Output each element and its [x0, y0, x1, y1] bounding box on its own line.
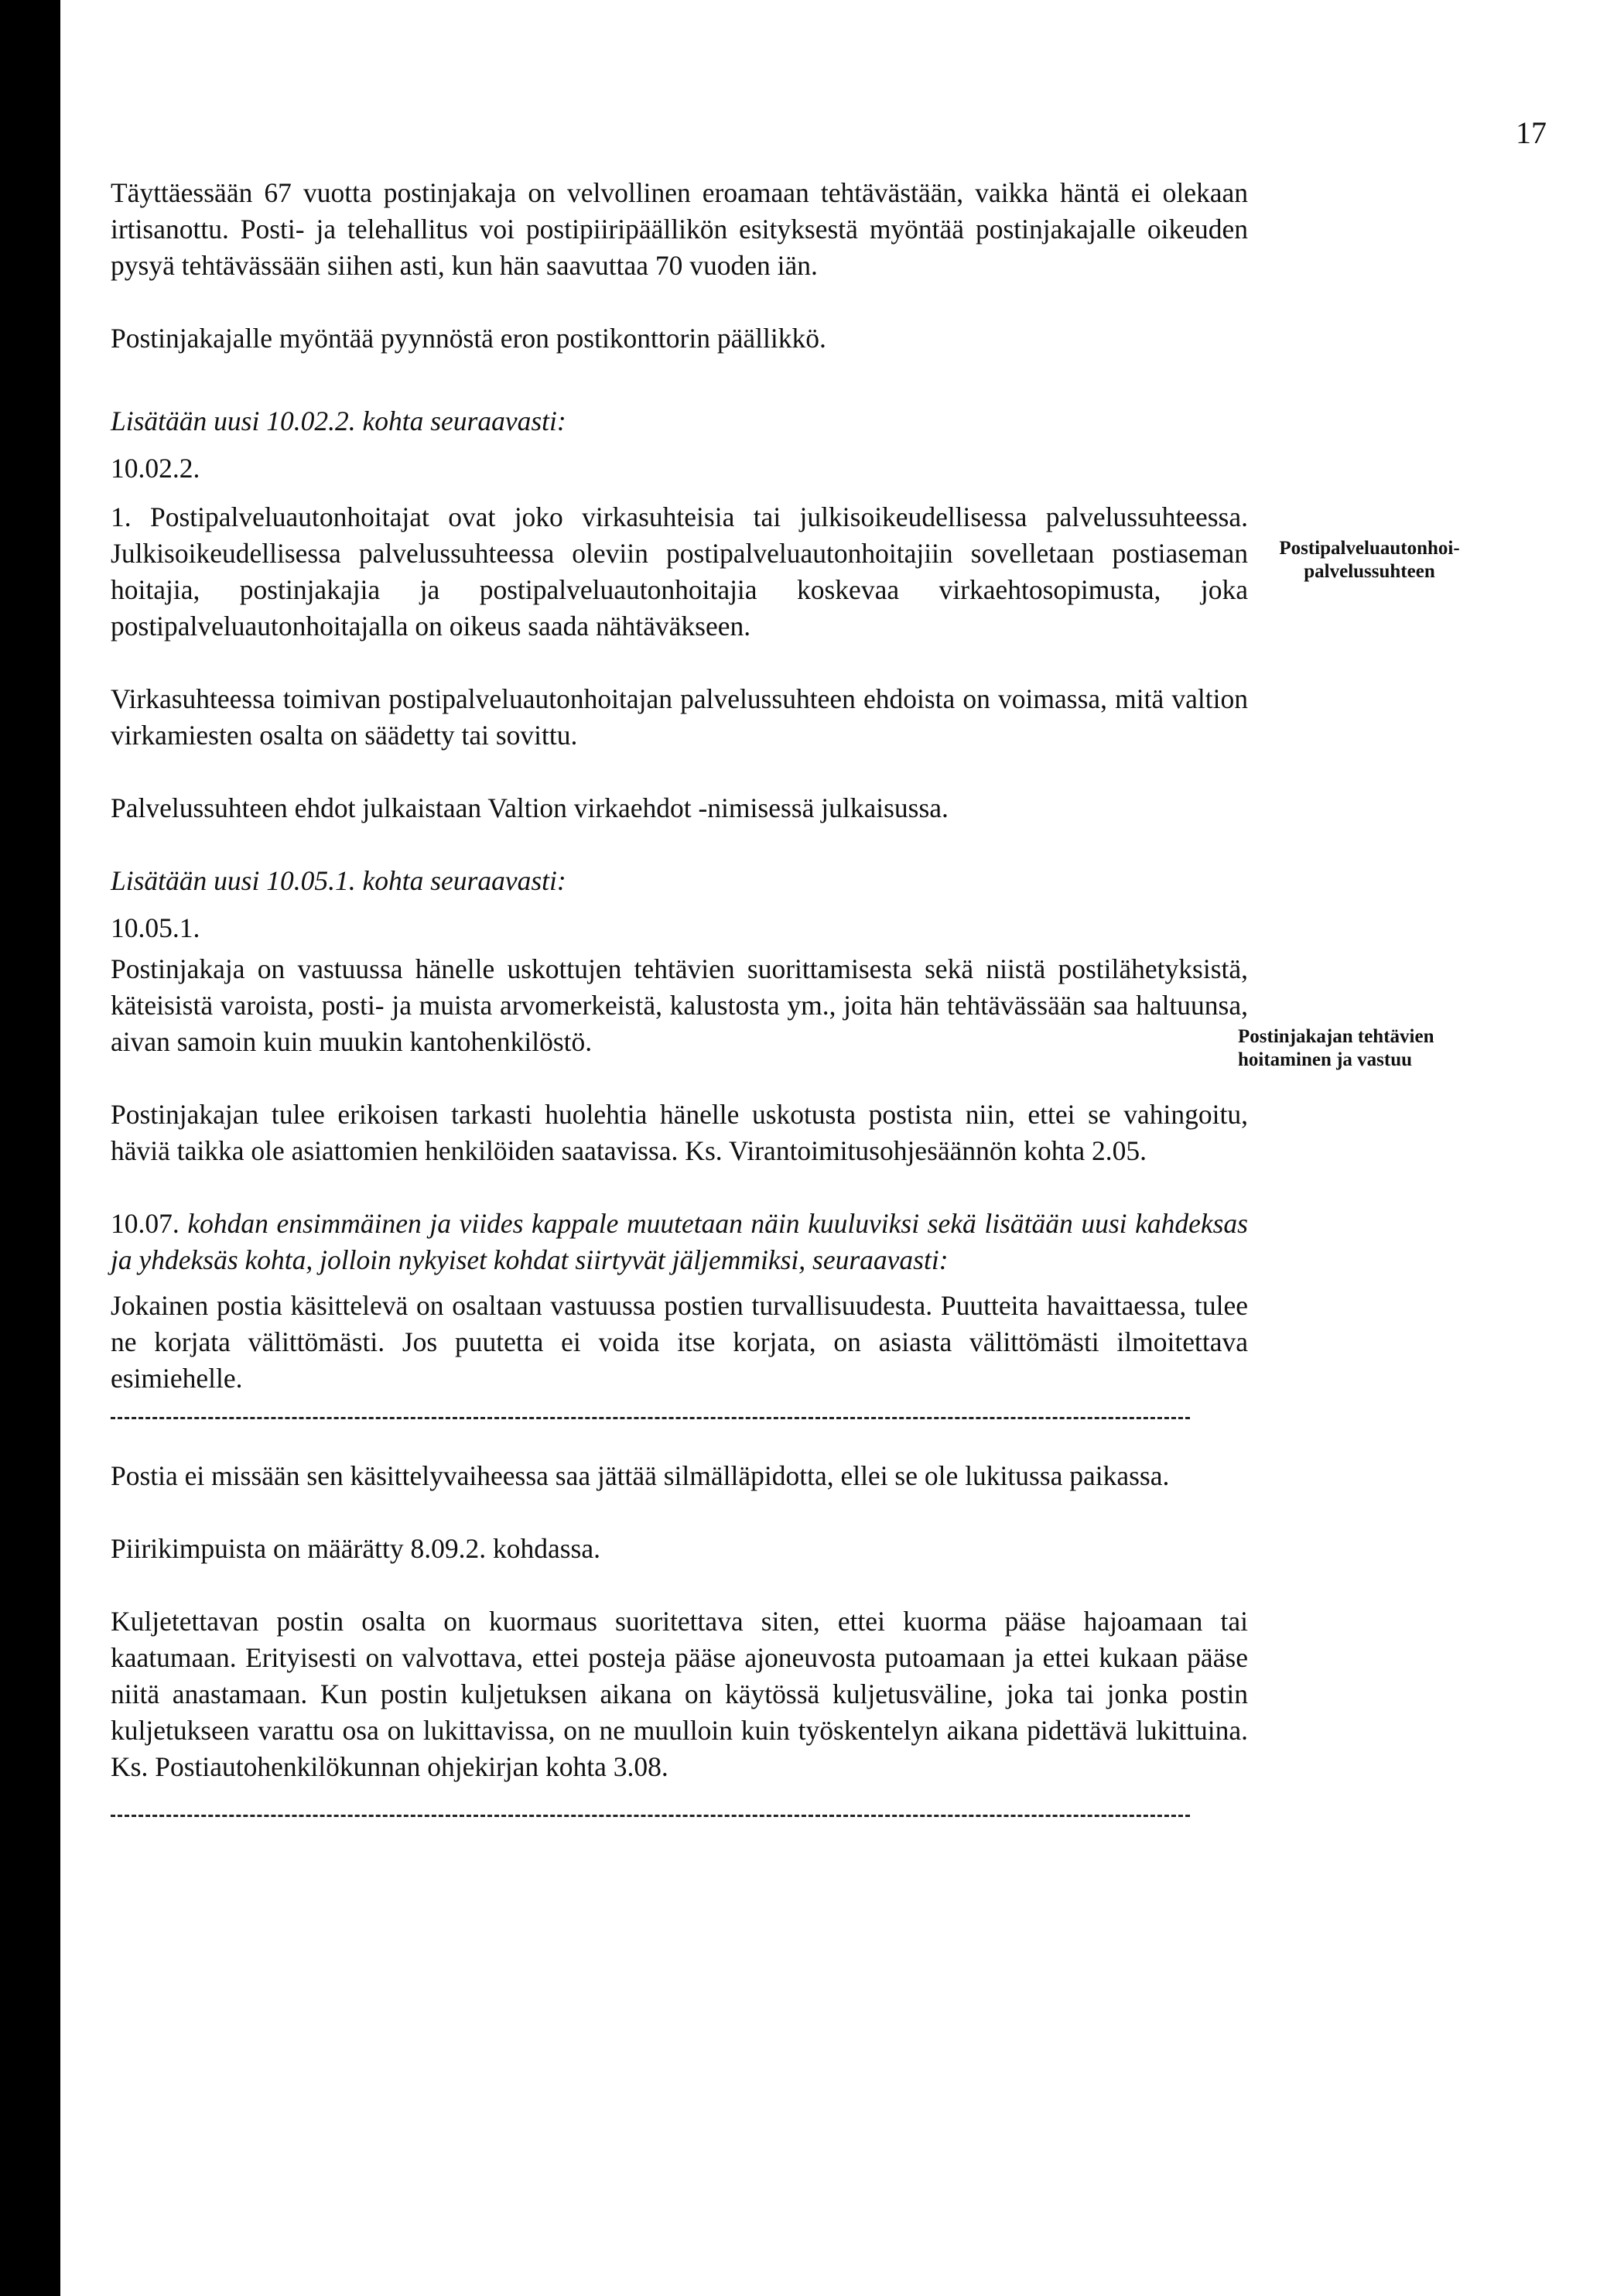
amendment-heading: Lisätään uusi 10.02.2. kohta seuraavasti:: [111, 405, 566, 436]
paragraph: Postinjakajalle myöntää pyynnöstä eron postikonttorin päällikkö.: [111, 323, 826, 354]
amendment-section-number: 10.07.: [111, 1208, 179, 1239]
paragraph: Kuljetettavan postin osalta on kuormaus suoritettava siten, ettei kuorma pääse hajoamaan tai kaatumaan. Erityisesti on valvottava, ettei posteja pääse ajoneuvosta putoamaan ja ettei kukaan pääse niitä anastamaan. Kun postin kuljetuksen aikana on käytössä kuljetusväline, joka tai jonka postin kuljetukseen varattu osa on lukittavissa, on ne muulloin kuin työskentelyn aikana pidettävä lukittuina. Ks. Postiautohenkilökunnan ohjekirjan kohta 3.08.: [111, 1606, 1248, 1782]
paragraph: 1. Postipalveluautonhoitajat ovat joko virkasuhteisia tai julkisoikeudellisessa palvelussuhteessa. Julkisoikeudellisessa palvelussuhteessa oleviin postipalveluautonhoitajiin sovelletaan postiaseman hoitajia, postinjakajia ja postipalveluautonhoitajia koskevaa virkaehtosopimusta, joka postipalveluautonhoitajalla on oikeus saada nähtäväkseen.: [111, 501, 1248, 642]
paragraph: Virkasuhteessa toimivan postipalveluautonhoitajan palvelussuhteen ehdoista on voimassa, mitä valtion virkamiesten osalta on säädetty tai sovittu.: [111, 683, 1248, 751]
margin-note-line: palvelussuhteen: [1304, 561, 1435, 582]
margin-note-postinjakajan-tehtavat: Postinjakajan tehtävien hoitaminen ja vastuu: [1238, 1026, 1434, 1070]
paragraph: Jokainen postia käsittelevä on osaltaan vastuussa postien turvallisuudesta. Puutteita havaittaessa, tulee ne korjata välittömästi. Jos puutetta ei voida itse korjata, on asiasta välittömästi ilmoitettava esimiehelle.: [111, 1290, 1248, 1394]
paragraph: Palvelussuhteen ehdot julkaistaan Valtion virkaehdot -nimisessä julkaisussa.: [111, 792, 949, 823]
dashed-divider: [111, 1417, 1190, 1419]
section-number: 10.02.2.: [111, 453, 200, 484]
paragraph: Täyttäessään 67 vuotta postinjakaja on velvollinen eroamaan tehtävästään, vaikka häntä ei olekaan irtisanottu. Posti- ja telehallitus voi postipiiripäällikön esityksestä myöntää postinjakajalle oikeuden pysyä tehtävässään siihen asti, kun hän saavuttaa 70 vuoden iän.: [111, 177, 1248, 281]
paragraph: Postinjakaja on vastuussa hänelle uskottujen tehtävien suorittamisesta sekä niistä postilähetyksistä, käteisistä varoista, posti- ja muista arvomerkeistä, kalustosta ym., joita hän tehtävässään saa haltuunsa, aivan samoin kuin muukin kantohenkilöstö.: [111, 953, 1248, 1057]
main-text: [111, 175, 1248, 1856]
paragraph: Postinjakajan tulee erikoisen tarkasti huolehtia hänelle uskotusta postista niin, ettei se vahingoitu, häviä taikka ole asiattomien henkilöiden saatavissa. Ks. Virantoimitusohjesäännön kohta 2.05.: [111, 1099, 1248, 1166]
paragraph: Postia ei missään sen käsittelyvaiheessa saa jättää silmälläpidotta, ellei se ole lukitussa paikassa.: [111, 1460, 1170, 1491]
section-number: 10.05.1.: [111, 912, 200, 943]
document-page: [60, 0, 1624, 2296]
dashed-divider: [111, 1815, 1190, 1817]
page-number: 17: [1516, 115, 1547, 150]
margin-note-line: Postipalveluautonhoi-: [1279, 538, 1460, 559]
amendment-heading: Lisätään uusi 10.05.1. kohta seuraavasti:: [111, 865, 566, 896]
amendment-text: kohdan ensimmäinen ja viides kappale muutetaan näin kuuluviksi sekä lisätään uusi kahdeksas ja yhdeksäs kohta, jolloin nykyiset kohdat siirtyvät jäljemmiksi, seuraavasti:: [111, 1208, 1249, 1275]
margin-note-postipalveluautonhoitajat: [1238, 537, 1501, 583]
amendment-heading: [111, 1206, 1248, 1278]
paragraph: Piirikimpuista on määrätty 8.09.2. kohdassa.: [111, 1533, 601, 1564]
